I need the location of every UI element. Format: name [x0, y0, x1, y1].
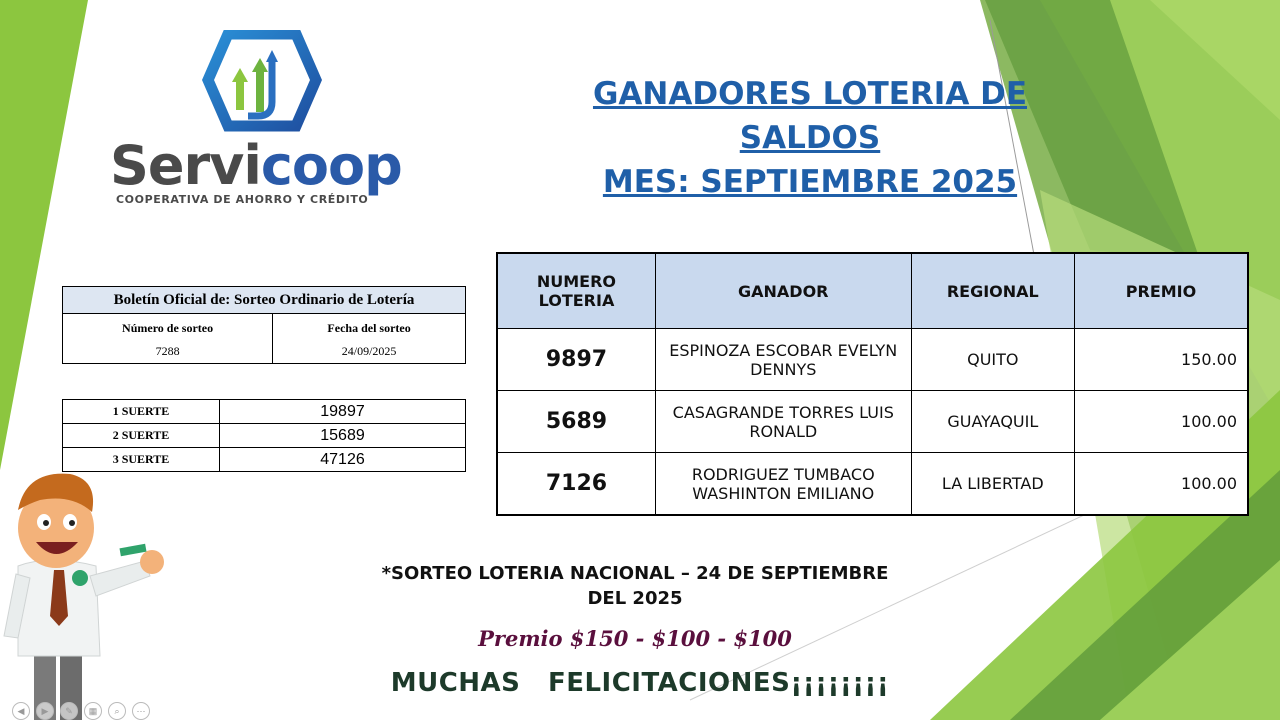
suerte-number: 47126 [220, 448, 466, 472]
winner-name-line1: ESPINOZA ESCOBAR EVELYN [669, 340, 898, 360]
bulletin-table [62, 286, 466, 364]
brand-name-part1: Servi [110, 134, 261, 197]
winner-prize: 100.00 [1075, 453, 1248, 516]
winner-regional: GUAYAQUIL [911, 391, 1074, 453]
slides-grid-icon[interactable]: ▦ [84, 702, 102, 720]
table-header-row [497, 253, 1248, 329]
suerte-number: 19897 [220, 400, 466, 424]
congratulations-text: MUCHAS FELICITACIONES¡¡¡¡¡¡¡¡ [390, 668, 890, 698]
winner-name-line1: RODRIGUEZ TUMBACO [691, 464, 875, 484]
winner-prize: 100.00 [1075, 391, 1248, 453]
table-row [63, 400, 466, 424]
header-lottery-number-line1: NUMERO [536, 272, 617, 291]
title-line-2: SALDOS [739, 120, 881, 156]
header-regional: REGIONAL [911, 253, 1074, 329]
suerte-table [62, 399, 466, 472]
winner-name [655, 391, 911, 453]
mascot-illustration [0, 466, 180, 720]
lottery-number: 7126 [497, 453, 655, 516]
title-line-3: MES: SEPTIEMBRE 2025 [602, 164, 1018, 200]
draw-note [320, 561, 950, 611]
brand-name-part2: coop [260, 134, 402, 197]
page-title [540, 72, 1080, 204]
winner-prize: 150.00 [1075, 329, 1248, 391]
next-slide-icon[interactable]: ▶ [36, 702, 54, 720]
more-options-icon[interactable]: ⋯ [132, 702, 150, 720]
previous-slide-icon[interactable]: ◀ [12, 702, 30, 720]
suerte-number: 15689 [220, 424, 466, 448]
brand-name [110, 136, 402, 196]
winner-name-line1: CASAGRANDE TORRES LUIS [672, 402, 894, 422]
bulletin-col-draw-date: Fecha del sorteo [273, 314, 466, 340]
bulletin-col-draw-number: Número de sorteo [63, 314, 273, 340]
lottery-number: 5689 [497, 391, 655, 453]
table-row [497, 329, 1248, 391]
title-line-1: GANADORES LOTERIA DE [592, 76, 1028, 112]
winner-regional: QUITO [911, 329, 1074, 391]
winner-name-line2: WASHINTON EMILIANO [692, 483, 875, 503]
bulletin-header: Boletín Oficial de: Sorteo Ordinario de Lotería [63, 287, 466, 314]
winner-name [655, 453, 911, 516]
header-prize: PREMIO [1075, 253, 1248, 329]
draw-note-line2: DEL 2025 [587, 588, 683, 609]
draw-number: 7288 [63, 339, 273, 364]
suerte-label: 3 SUERTE [63, 448, 220, 472]
table-row [497, 391, 1248, 453]
draw-note-line1: *SORTEO LOTERIA NACIONAL – 24 DE SEPTIEMBRE [381, 563, 889, 584]
brand-tagline: COOPERATIVA DE AHORRO Y CRÉDITO [116, 193, 369, 206]
winner-regional: LA LIBERTAD [911, 453, 1074, 516]
lottery-number: 9897 [497, 329, 655, 391]
winners-table [496, 252, 1249, 516]
table-row [497, 453, 1248, 516]
header-lottery-number [497, 253, 655, 329]
draw-date: 24/09/2025 [273, 339, 466, 364]
table-row [63, 424, 466, 448]
suerte-label: 1 SUERTE [63, 400, 220, 424]
winner-name-line2: DENNYS [750, 359, 817, 379]
prize-summary: Premio $150 - $100 - $100 [478, 626, 792, 651]
slide-controls [12, 702, 150, 720]
winner-name-line2: RONALD [749, 421, 818, 441]
header-winner: GANADOR [655, 253, 911, 329]
pen-icon[interactable]: ✎ [60, 702, 78, 720]
zoom-icon[interactable]: ⌕ [108, 702, 126, 720]
winner-name [655, 329, 911, 391]
suerte-label: 2 SUERTE [63, 424, 220, 448]
header-lottery-number-line2: LOTERIA [538, 291, 615, 310]
